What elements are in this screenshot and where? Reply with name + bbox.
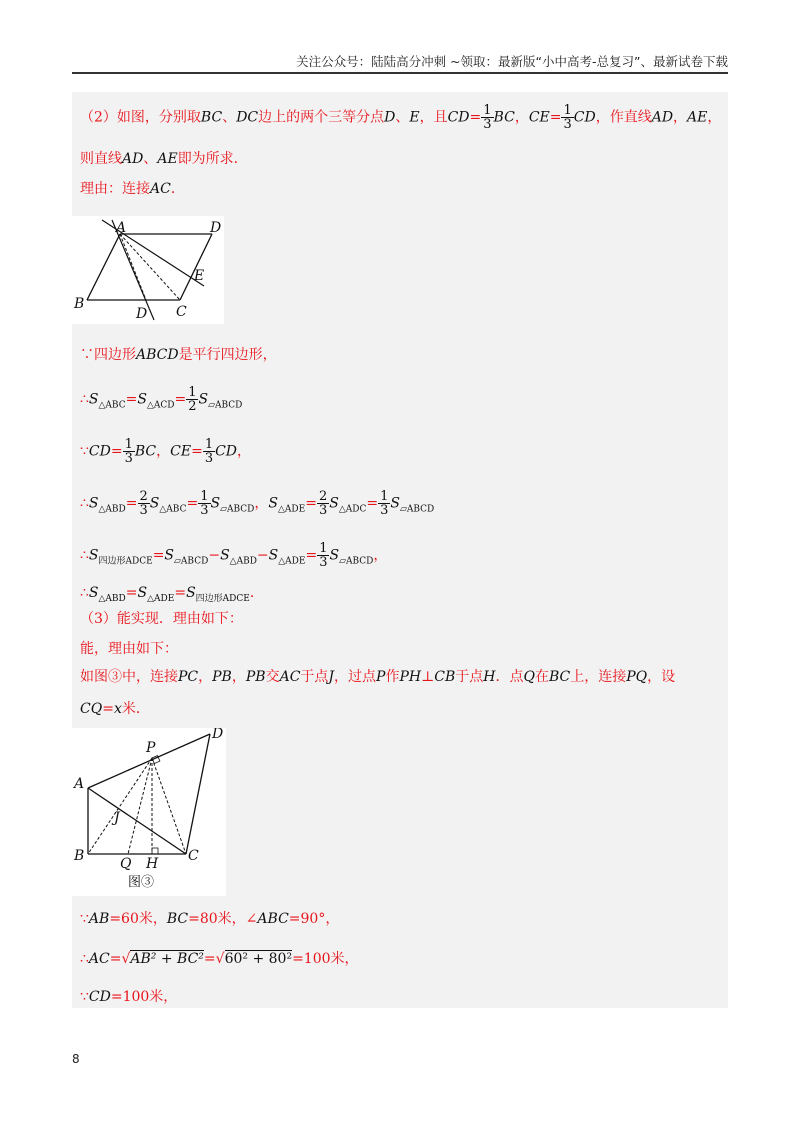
- label-D-top: D: [210, 220, 222, 236]
- label-A: A: [116, 220, 127, 236]
- text-line-4: ∵四边形ABCD是平行四边形，: [80, 347, 277, 363]
- figure-parallelogram: [72, 216, 224, 324]
- text-line-3: 理由：连接AC．: [80, 181, 185, 197]
- text-line-15: ∴AC=√AB² + BC²=√60² + 80²=100米，: [80, 951, 359, 967]
- text-line-11: 能，理由如下：: [80, 641, 178, 657]
- label-B: B: [74, 848, 85, 864]
- text-line-5: $\therefore S_{\triangle ABC}=S_{\triangle ACD}=$ $\frac{1}{2}$ $S_{▱ABCD}$: [80, 385, 243, 414]
- text-line-8: $\therefore S_{四边形ADCE}=S_{▱ABCD}-S_{\triangle ABD}-S_{\triangle ADE}=$ $\frac{1}{3}$ $S_{▱ABCD}$，: [80, 541, 388, 570]
- text-line-14: ∵AB=60米，BC=80米，∠ABC=90°，: [80, 911, 340, 927]
- label-C: C: [176, 304, 187, 320]
- parallelogram-diagram: [72, 216, 224, 324]
- label-Q: Q: [120, 856, 132, 872]
- label-B: B: [74, 296, 85, 312]
- figure-3: [72, 728, 226, 896]
- label-C: C: [188, 848, 199, 864]
- solution-content: [72, 92, 728, 1008]
- label-A: A: [74, 776, 85, 792]
- label-D-bottom: D: [136, 306, 148, 322]
- label-J: J: [114, 810, 120, 826]
- label-H: H: [146, 856, 159, 872]
- text-line-9: $\therefore S_{\triangle ABD}=S_{\triangle ADE}=S_{四边形ADCE}$．: [80, 585, 264, 604]
- text-line-12: 如图③中，连接PC，PB，PB交AC于点J，过点P作PH⊥CB于点H．点Q在BC上，连接PQ，设: [80, 669, 676, 685]
- text-line-16: ∵CD=100米，: [80, 989, 178, 1005]
- text-line-6: ∵CD= $\frac{1}{3}$ BC，CE= $\frac{1}{3}$ CD，: [80, 437, 252, 466]
- label-D: D: [212, 728, 224, 742]
- label-P: P: [146, 740, 156, 756]
- header-rule: [72, 72, 728, 74]
- text-line-13: CQ=x米．: [80, 701, 150, 717]
- quadrilateral-diagram: [72, 728, 226, 896]
- text-line-2: 则直线AD、AE即为所求．: [80, 151, 248, 167]
- label-E: E: [194, 268, 205, 284]
- page-header: 关注公众号：陆陆高分冲刺 ~领取：最新版“小中高考-总复习”、最新试卷下载: [296, 54, 728, 69]
- text-line-10: （3）能实现．理由如下：: [80, 611, 243, 627]
- text-line-1: （2）如图，分别取BC、DC边上的两个三等分点D、E，且CD= $\frac{1}{3}$ BC，CE= $\frac{1}{3}$ CD，作直线AD，AE，: [80, 103, 722, 132]
- page-number: 8: [72, 1052, 80, 1066]
- figure-caption: 图③: [128, 875, 155, 890]
- text-line-7: $\therefore S_{\triangle ABD}=$ $\frac{2}{3}$ $S_{\triangle ABC}=$ $\frac{1}{3}$ $S_{▱ABCD}$，$S_{\triangle ADE}=$ $\frac{2}{3}$ $S_{\triangle ADC}=$ $\frac{1}{3}$ $S_{▱ABCD}$: [80, 489, 435, 518]
